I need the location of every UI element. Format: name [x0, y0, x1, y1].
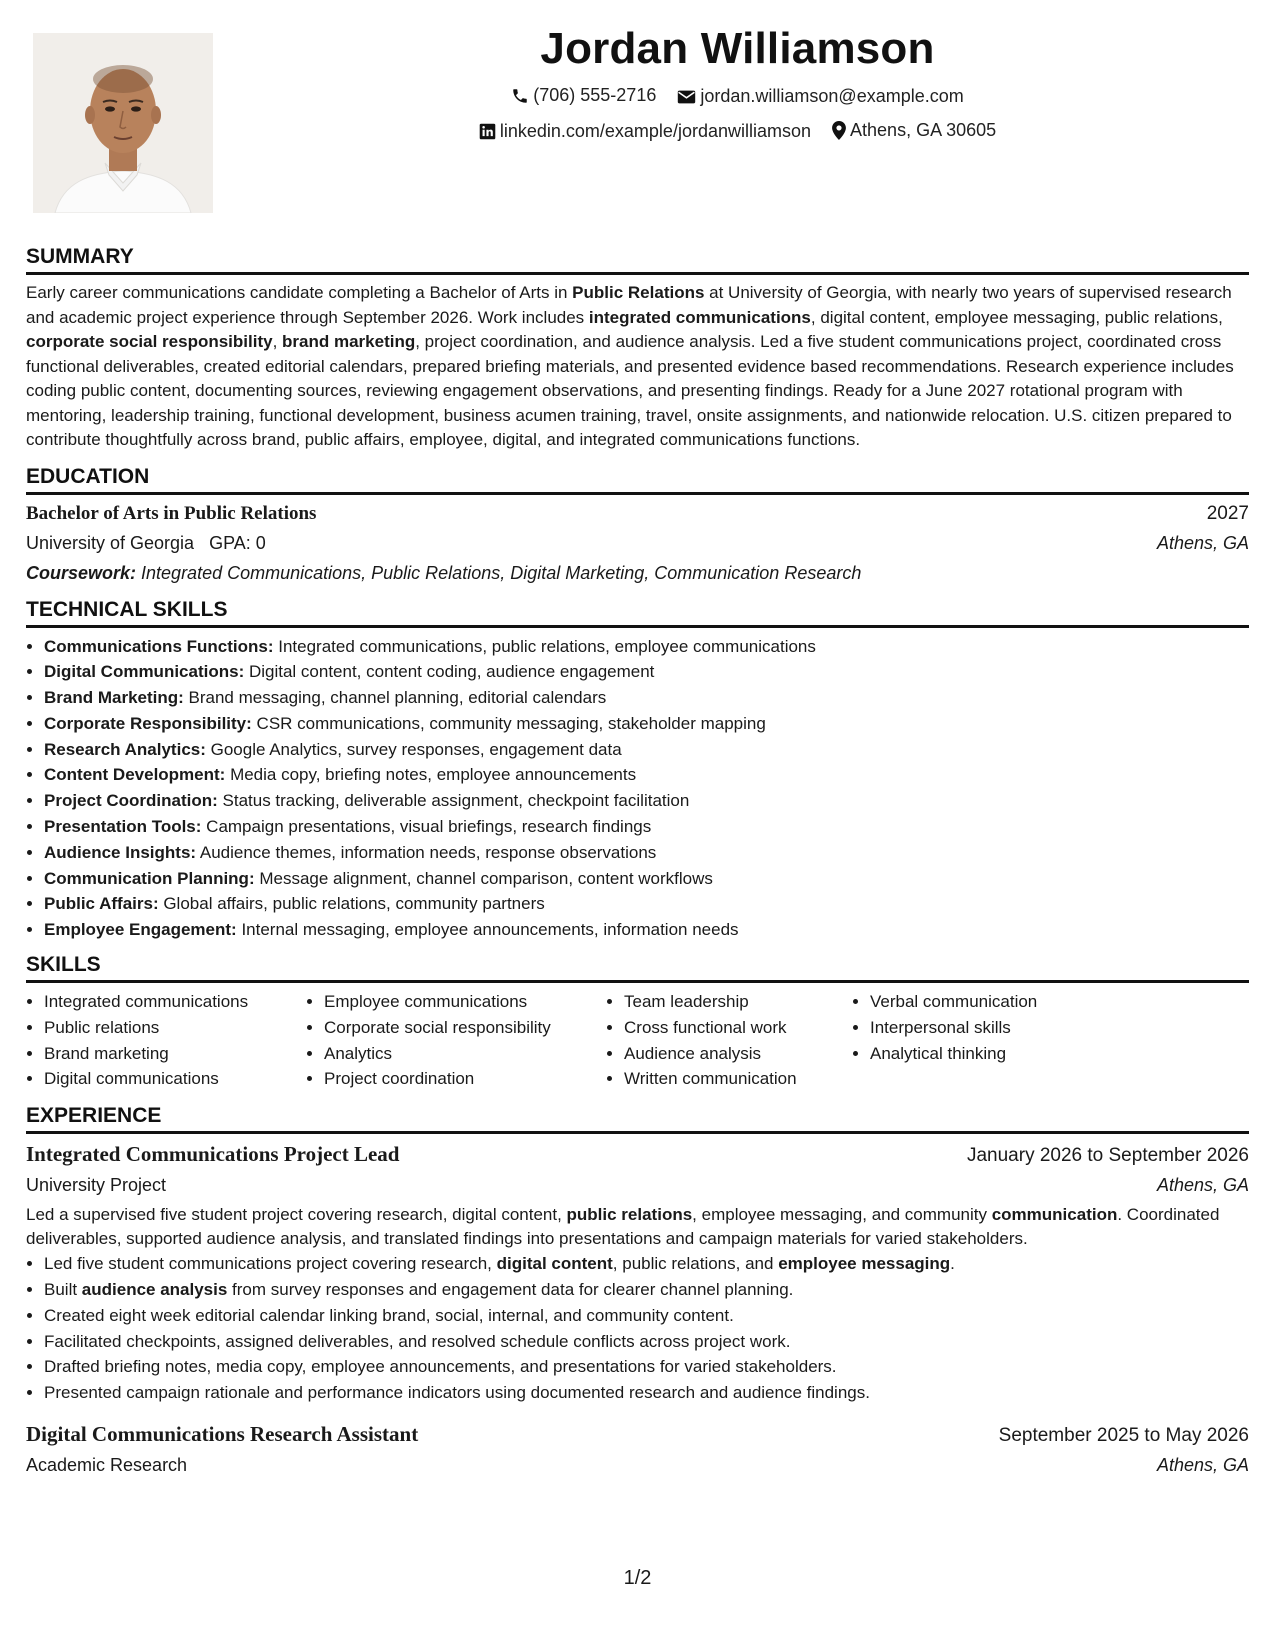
job-bullet [44, 1277, 1249, 1303]
graduation-year: 2027 [1206, 502, 1249, 524]
technical-skill-item [44, 840, 1249, 866]
email-contact[interactable] [677, 81, 963, 112]
contact-row-1 [230, 80, 1245, 115]
job-dates: September 2025 to May 2026 [998, 1425, 1249, 1447]
job-bullet-text: from survey responses and engagement data for clearer channel planning. [227, 1280, 794, 1300]
resume-content [26, 243, 1249, 1486]
technical-skill-value: Status tracking, deliverable assignment, checkpoint facilitation [217, 791, 690, 811]
technical-skill-item [44, 659, 1249, 685]
jobs-list [26, 1138, 1249, 1480]
technical-skill-item [44, 685, 1249, 711]
technical-skill-label: Communication Planning: [44, 868, 255, 888]
job-bullet-bold-text: digital content [496, 1254, 613, 1274]
school-location: Athens, GA [1156, 532, 1249, 553]
skill-item: • Analytical thinking [870, 1041, 1090, 1067]
linkedin-url[interactable]: linkedin.com/example/jordanwilliamson [499, 120, 812, 141]
skill-item: • Corporate social responsibility [324, 1015, 606, 1041]
skill-item: • Digital communications [44, 1066, 306, 1092]
skills-column [26, 989, 306, 1092]
technical-skill-value: Global affairs, public relations, community partners [158, 894, 545, 914]
skill-item: • Team leadership [624, 989, 852, 1015]
job-bullet-bold-text: audience analysis [81, 1280, 228, 1300]
skill-item: • Interpersonal skills [870, 1015, 1090, 1041]
job-description [26, 1203, 1249, 1251]
job-title: Integrated Communications Project Lead [26, 1142, 400, 1167]
contact-row-2 [230, 115, 1245, 150]
skill-item: • Integrated communications [44, 989, 306, 1015]
experience-section [26, 1102, 1249, 1480]
job-bullet [44, 1380, 1249, 1406]
map-pin-icon [832, 121, 846, 140]
technical-skill-value: Brand messaging, channel planning, editorial calendars [183, 688, 607, 708]
degree-name: Bachelor of Arts in Public Relations [26, 502, 317, 524]
profile-photo [33, 33, 213, 213]
linkedin-contact[interactable] [479, 116, 811, 147]
job-bullet-text: Presented campaign rationale and performance indicators using documented research and audience findings. [44, 1383, 870, 1403]
summary-text: , project coordination, and audience analysis. Led a five student communications project, coordinated cross functional deliverables, created editorial calendars, prepared briefing materials, and presented evidence based recommendations. Research experience includes coding public content, documenting sources, reviewing engagement observations, and presenting findings. Ready for a June 2027 rotational program with mentoring, leadership training, functional development, business acumen training, travel, onsite assignments, and nationwide relocation. U.S. citizen prepared to contribute thoughtfully across brand, public affairs, employee, digital, and integrated communications functions. [26, 332, 1234, 449]
job-bullet [44, 1329, 1249, 1355]
technical-skill-label: Audience Insights: [44, 842, 197, 862]
summary-text: , [272, 332, 283, 351]
technical-skill-label: Communications Functions: [44, 636, 274, 656]
summary-bold-text: Public Relations [572, 283, 705, 302]
job-bullet-text: Built [44, 1280, 82, 1300]
job-title-row [26, 1138, 1249, 1170]
technical-skill-item [44, 711, 1249, 737]
summary-paragraph [26, 281, 1249, 453]
technical-skill-value: Integrated communications, public relations, employee communications [273, 636, 816, 656]
skill-item: • Written communication [624, 1066, 852, 1092]
skills-column [306, 989, 606, 1092]
job-title: Digital Communications Research Assistant [26, 1422, 419, 1447]
technical-skill-label: Project Coordination: [44, 791, 218, 811]
summary-bold-text: brand marketing [282, 332, 416, 351]
job-bullet [44, 1251, 1249, 1277]
technical-skill-label: Research Analytics: [44, 739, 206, 759]
location-contact [832, 115, 996, 146]
technical-skill-label: Content Development: [44, 765, 226, 785]
technical-skill-label: Employee Engagement: [44, 920, 237, 940]
job-description-text: Led a supervised five student project covering research, digital content, [26, 1205, 567, 1225]
education-degree-row [26, 499, 1249, 529]
profile-photo-graphic [33, 33, 213, 213]
technical-skills-list [26, 634, 1249, 944]
job-bullet-text: Drafted briefing notes, media copy, employee announcements, and presentations for varied stakeholders. [44, 1357, 837, 1377]
summary-text: at University of Georgia, with nearly two years of supervised research and academic project experience through September 2026. Work includes [26, 283, 1232, 327]
technical-skill-value: Media copy, briefing notes, employee announcements [225, 765, 637, 785]
job-dates: January 2026 to September 2026 [966, 1145, 1249, 1167]
coursework [26, 558, 1249, 588]
skills-section [26, 951, 1249, 1092]
technical-skill-item [44, 737, 1249, 763]
skill-item: • Brand marketing [44, 1041, 306, 1067]
job-bullet [44, 1303, 1249, 1329]
technical-skill-label: Presentation Tools: [44, 817, 202, 837]
job-bullet-text: Facilitated checkpoints, assigned deliverables, and resolved schedule conflicts across project work. [44, 1331, 791, 1351]
technical-skill-label: Public Affairs: [44, 894, 159, 914]
skill-item: • Audience analysis [624, 1041, 852, 1067]
email-address[interactable]: jordan.williamson@example.com [700, 86, 964, 106]
resume-header [230, 18, 1245, 150]
technical-skill-value: CSR communications, community messaging, stakeholder mapping [251, 713, 766, 733]
job-org-row [26, 1170, 1249, 1200]
coursework-label: Coursework: [26, 562, 137, 583]
technical-skill-item [44, 634, 1249, 660]
job-organization: University Project [26, 1175, 167, 1196]
section-title: EXPERIENCE [26, 1102, 1249, 1134]
phone-number: (706) 555-2716 [533, 85, 657, 105]
technical-skill-label: Corporate Responsibility: [44, 713, 252, 733]
job-description-text: , employee messaging, and community [692, 1205, 992, 1225]
envelope-icon [677, 89, 696, 105]
education-school-row [26, 529, 1249, 558]
skill-item: • Employee communications [324, 989, 606, 1015]
technical-skill-value: Internal messaging, employee announcements, information needs [236, 920, 739, 940]
job-bullet-text: Led five student communications project covering research, [44, 1254, 497, 1274]
job-bullet [44, 1354, 1249, 1380]
job-bullet-bold-text: employee messaging [778, 1254, 951, 1274]
education-section [26, 463, 1249, 588]
skill-item: • Project coordination [324, 1066, 606, 1092]
technical-skill-value: Google Analytics, survey responses, engagement data [205, 739, 622, 759]
coursework-list: Integrated Communications, Public Relations, Digital Marketing, Communication Research [136, 562, 862, 583]
job-description-bold-text: public relations [566, 1205, 693, 1225]
technical-skill-item [44, 788, 1249, 814]
job-bullet-text: Created eight week editorial calendar linking brand, social, internal, and community content. [44, 1305, 734, 1325]
phone-icon [511, 87, 529, 105]
job-entry [26, 1138, 1249, 1406]
summary-text: Early career communications candidate completing a Bachelor of Arts in [26, 283, 573, 302]
skill-item: • Analytics [324, 1041, 606, 1067]
section-title: EDUCATION [26, 463, 1249, 495]
linkedin-icon [479, 123, 496, 140]
technical-skill-label: Brand Marketing: [44, 688, 184, 708]
summary-bold-text: corporate social responsibility [26, 332, 273, 351]
technical-skill-value: Message alignment, channel comparison, content workflows [254, 868, 713, 888]
technical-skill-value: Audience themes, information needs, response observations [196, 842, 657, 862]
section-title: SKILLS [26, 951, 1249, 983]
job-bullet-text: . [950, 1254, 955, 1274]
skill-item: • Cross functional work [624, 1015, 852, 1041]
technical-skill-value: Campaign presentations, visual briefings, research findings [201, 817, 652, 837]
skill-item: • Verbal communication [870, 989, 1090, 1015]
job-location: Athens, GA [1156, 1455, 1249, 1476]
job-organization: Academic Research [26, 1455, 188, 1476]
section-title: TECHNICAL SKILLS [26, 596, 1249, 628]
job-description-bold-text: communication [991, 1205, 1118, 1225]
technical-skill-item [44, 762, 1249, 788]
technical-skill-item [44, 891, 1249, 917]
school-gpa: University of Georgia GPA: 0 [26, 532, 266, 553]
summary-section [26, 243, 1249, 453]
skills-column [852, 989, 1090, 1092]
technical-skill-item [44, 917, 1249, 943]
skill-item: • Public relations [44, 1015, 306, 1041]
job-bullets [26, 1251, 1249, 1406]
summary-text: , digital content, employee messaging, public relations, [810, 307, 1223, 327]
summary-bold-text: integrated communications [588, 307, 811, 327]
candidate-name: Jordan Williamson [540, 24, 935, 73]
technical-skills-section [26, 596, 1249, 944]
technical-skill-value: Digital content, content coding, audience engagement [244, 662, 655, 682]
job-description-text: . Coordinated deliverables, supported audience analysis, and translated findings into presentations and campaign materials for varied stakeholders. [26, 1205, 1220, 1249]
section-title: SUMMARY [26, 243, 1249, 275]
job-title-row [26, 1418, 1249, 1450]
phone-contact [511, 80, 656, 111]
skills-column [606, 989, 852, 1092]
technical-skill-item [44, 866, 1249, 892]
job-bullet-text: , public relations, and [612, 1254, 779, 1274]
page-number: 1/2 [623, 1567, 652, 1589]
location-text: Athens, GA 30605 [850, 119, 997, 140]
job-location: Athens, GA [1156, 1175, 1249, 1196]
job-org-row [26, 1450, 1249, 1480]
technical-skill-item [44, 814, 1249, 840]
skills-grid [26, 989, 1249, 1092]
job-entry [26, 1418, 1249, 1480]
technical-skill-label: Digital Communications: [44, 662, 245, 682]
